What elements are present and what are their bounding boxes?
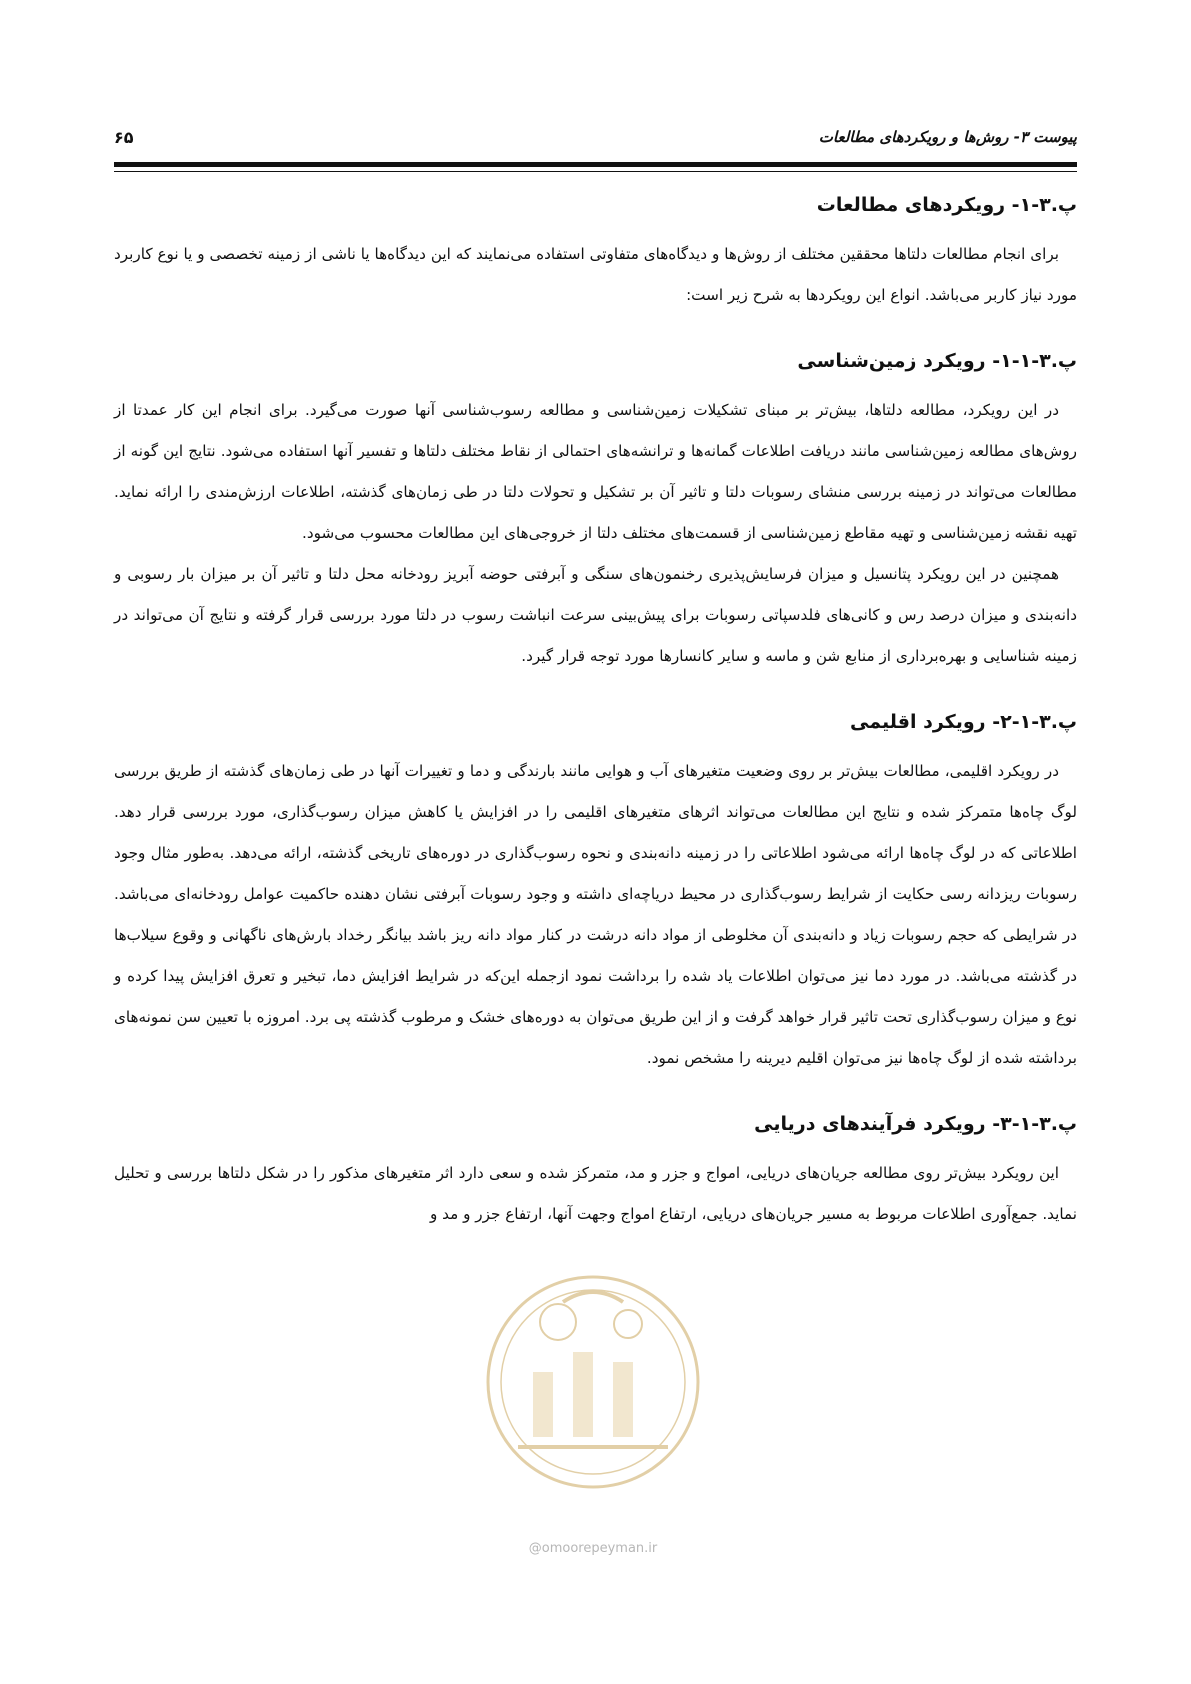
section-heading: پ.۳-۱- رویکردهای مطالعات [816,194,1077,216]
geology-paragraph-1: در این رویکرد، مطالعه دلتاها، بیش‌تر بر مبنای تشکیلات زمین‌شناسی و مطالعه رسوب‌شناسی آنها صورت می‌گیرد. برای انجام این کار عمدتا از روش‌های مطالعه زمین‌شناسی مانند دریافت اطلاعات گمانه‌ها و ترانشه‌های احتمالی از نقاط مختلف دلتاها و تفسیر آنها استفاده می‌شود. نتایج این گونه از مطالعات می‌تواند در زمینه بررسی منشای رسوبات دلتا و تاثیر آن بر تشکیل و تحولات دلتا در طی زمان‌های گذشته، اطلاعات ارزش‌مندی را ارائه نماید. تهیه نقشه زمین‌شناسی و تهیه مقاطع زمین‌شناسی از قسمت‌های مختلف دلتا از خروجی‌های این مطالعات محسوب می‌شود. [114,401,1077,542]
watermark-logo [478,1262,708,1562]
section-intro-paragraph: برای انجام مطالعات دلتاها محققین مختلف از روش‌ها و دیدگاه‌های متفاوتی استفاده می‌نمایند که این دیدگاه‌ها یا ناشی از زمینه تخصصی و یا نوع کاربرد مورد نیاز کاربر می‌باشد. انواع این رویکردها به شرح زیر است: [114,245,1077,304]
subsection-heading-geology: پ.۳-۱-۱- رویکرد زمین‌شناسی [797,350,1077,372]
page-body [114,186,1077,1235]
subsection-heading-climate: پ.۳-۱-۲- رویکرد اقلیمی [850,711,1077,733]
climate-paragraph: در رویکرد اقلیمی، مطالعات بیش‌تر بر روی وضعیت متغیرهای آب و هوایی مانند بارندگی و دما و تغییرات آنها در طی زمان‌های گذشته از طریق بررسی لوگ چاه‌ها متمرکز شده و نتایج این مطالعات می‌تواند اثرهای متغیرهای اقلیمی را در افزایش یا کاهش میزان رسوب‌گذاری، مورد بررسی قرار دهد. اطلاعاتی که در لوگ چاه‌ها ارائه می‌شود اطلاعاتی را در زمینه دانه‌بندی و نحوه رسوب‌گذاری در دوره‌های تاریخی گذشته، ارائه می‌دهد. به‌طور مثال وجود رسوبات ریزدانه رسی حکایت از شرایط رسوب‌گذاری در محیط دریاچه‌ای داشته و وجود رسوبات آبرفتی نشان دهنده حاکمیت عوامل رودخانه‌ای می‌باشد. در شرایطی که حجم رسوبات زیاد و دانه‌بندی آن مخلوطی از مواد دانه درشت در کنار مواد دانه ریز باشد بیانگر رخداد بارش‌های ناگهانی و وقوع سیلاب‌ها در گذشته می‌باشد. در مورد دما نیز می‌توان اطلاعات یاد شده را برداشت نمود ازجمله این‌که در شرایط افزایش دما، تبخیر و تعرق افزایش پیدا کرده و نوع و میزان رسوب‌گذاری تحت تاثیر قرار خواهد گرفت و از این طریق می‌توان به دوره‌های خشک و مرطوب گذشته پی برد. امروزه با تعیین سن نمونه‌های برداشته شده از لوگ چاه‌ها نیز می‌توان اقلیم دیرینه را مشخص نمود. [114,762,1077,1067]
page-number: ۶۵ [114,128,134,147]
running-title: پیوست ۳- روش‌ها و رویکردهای مطالعات [818,128,1077,146]
marine-paragraph: این رویکرد بیش‌تر روی مطالعه جریان‌های دریایی، امواج و جزر و مد، متمرکز شده و سعی دارد اثر متغیرهای مذکور را در شکل دلتاها بررسی و تحلیل نماید. جمع‌آوری اطلاعات مربوط به مسیر جریان‌های دریایی، ارتفاع امواج وجهت آنها، ارتفاع جزر و مد و [114,1164,1077,1223]
header-rule-thin [114,171,1077,172]
watermark-url: @omoorepeyman.ir [528,1541,658,1556]
subsection-heading-marine: پ.۳-۱-۳- رویکرد فرآیندهای دریایی [754,1113,1077,1135]
header-rule-thick [114,162,1077,167]
page-header [114,128,1077,152]
geology-paragraph-2: همچنین در این رویکرد پتانسیل و میزان فرسایش‌پذیری رخنمون‌های سنگی و آبرفتی حوضه آبریز رودخانه محل دلتا و تاثیر آن بر میزان بار رسوبی و دانه‌بندی و میزان درصد رس و کانی‌های فلدسپاتی رسوبات برای پیش‌بینی سرعت انباشت رسوب در دلتا مورد بررسی قرار گرفته و نتایج آن می‌تواند در زمینه شناسایی و بهره‌برداری از منابع شن و ماسه و سایر کانسارها مورد توجه قرار گیرد. [114,565,1077,665]
